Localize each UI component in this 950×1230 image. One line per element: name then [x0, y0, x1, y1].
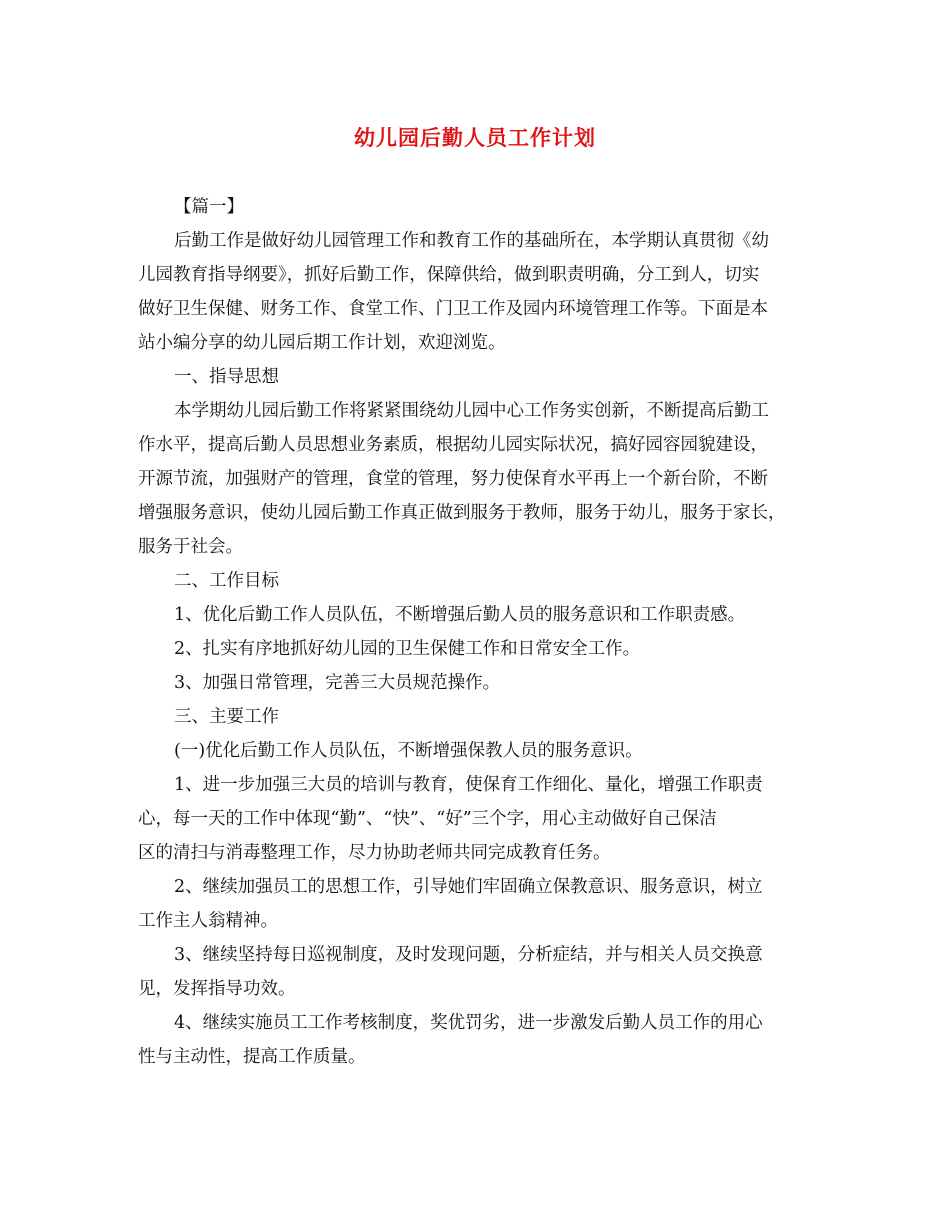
- text-line: 4、继续实施员工工作考核制度，奖优罚劣，进一步激发后勤人员工作的用心: [174, 1013, 763, 1033]
- text-line: 本学期幼儿园后勤工作将紧紧围绕幼儿园中心工作务实创新，不断提高后勤工: [174, 401, 769, 421]
- text-line: 工作主人翁精神。: [138, 911, 278, 931]
- text-line: 做好卫生保健、财务工作、食堂工作、门卫工作及园内环境管理工作等。下面是本: [138, 299, 768, 319]
- text-line: 后勤工作是做好幼儿园管理工作和教育工作的基础所在，本学期认真贯彻《幼: [174, 231, 769, 251]
- text-line: 儿园教育指导纲要》，抓好后勤工作，保障供给，做到职责明确，分工到人，切实: [138, 265, 760, 285]
- text-line: 区的清扫与消毒整理工作，尽力协助老师共同完成教育任务。: [138, 843, 611, 863]
- text-line: 站小编分享的幼儿园后期工作计划，欢迎浏览。: [138, 333, 506, 353]
- document-body: [138, 190, 826, 1074]
- text-line: 开源节流，加强财产的管理，食堂的管理，努力使保育水平再上一个新台阶，不断: [138, 469, 768, 489]
- text-line: 增强服务意识，使幼儿园后勤工作真正做到服务于教师，服务于幼儿，服务于家长，: [138, 503, 786, 523]
- text-line: (一)优化后勤工作人员队伍，不断增强保教人员的服务意识。: [174, 741, 643, 761]
- text-line: 一、指导思想: [174, 367, 279, 387]
- text-line: 心，每一天的工作中体现“勤”、“快”、“好”三个字，用心主动做好自己保洁: [138, 809, 717, 829]
- text-line: 见，发挥指导功效。: [138, 979, 296, 999]
- text-line: 1、优化后勤工作人员队伍，不断增强后勤人员的服务意识和工作职责感。: [174, 605, 746, 625]
- text-line: 3、继续坚持每日巡视制度，及时发现问题，分析症结，并与相关人员交换意: [174, 945, 763, 965]
- text-line: 2、继续加强员工的思想工作，引导她们牢固确立保教意识、服务意识，树立: [174, 877, 763, 897]
- text-line: 1、进一步加强三大员的培训与教育，使保育工作细化、量化，增强工作职责: [174, 775, 763, 795]
- text-line: 【篇一】: [174, 197, 244, 217]
- document-title: 幼儿园后勤人员工作计划: [354, 125, 596, 150]
- text-line: 作水平，提高后勤人员思想业务素质，根据幼儿园实际状况，搞好园容园貌建设，: [138, 435, 768, 455]
- text-line: 三、主要工作: [174, 707, 279, 727]
- text-line: 服务于社会。: [138, 537, 243, 557]
- text-line: 性与主动性，提高工作质量。: [138, 1047, 366, 1067]
- text-line: 3、加强日常管理，完善三大员规范操作。: [174, 673, 501, 693]
- text-line: 二、工作目标: [174, 571, 279, 591]
- text-line: 2、扎实有序地抓好幼儿园的卫生保健工作和日常安全工作。: [174, 639, 641, 659]
